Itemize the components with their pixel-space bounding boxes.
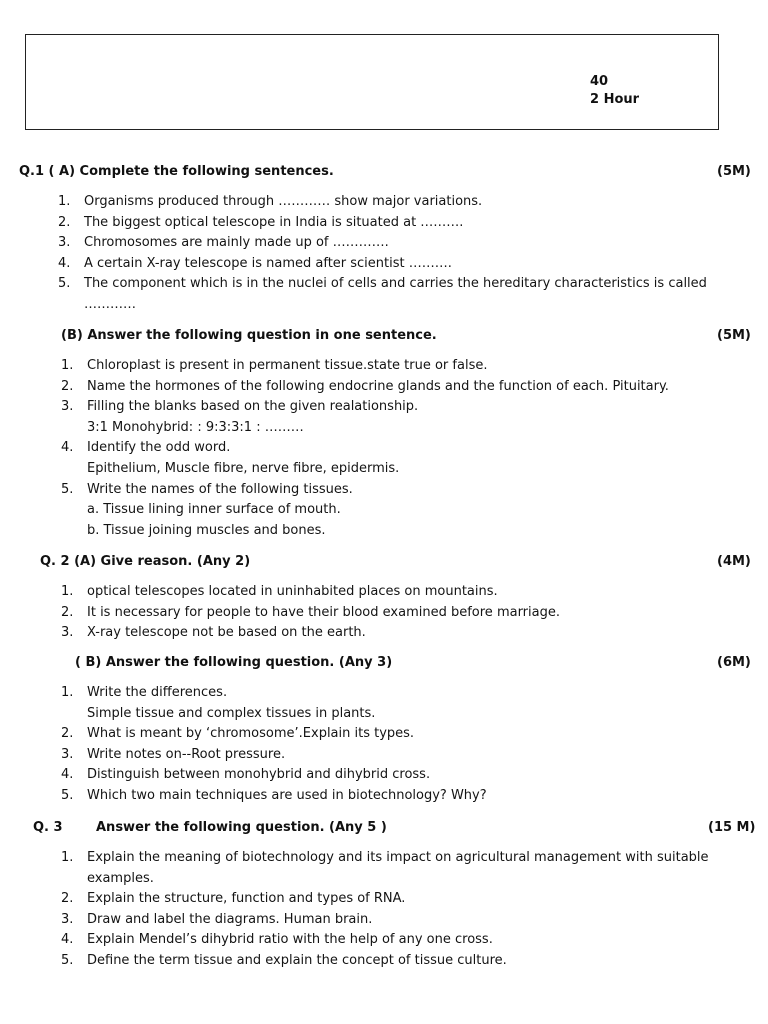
item-number: 5. bbox=[61, 787, 74, 803]
item-text: What is meant by ‘chromosome’.Explain its types. bbox=[87, 726, 415, 742]
list-item bbox=[58, 254, 728, 275]
item-text: Draw and label the diagrams. Human brain. bbox=[87, 911, 373, 927]
item-text: X-ray telescope not be based on the earth. bbox=[87, 625, 366, 641]
total-marks: 40 bbox=[590, 74, 609, 89]
item-number: 2. bbox=[61, 726, 74, 742]
item-number: 3. bbox=[61, 399, 74, 415]
item-subline: a. Tissue lining inner surface of mouth. bbox=[87, 502, 341, 518]
item-number: 1. bbox=[61, 584, 74, 599]
list-item bbox=[61, 910, 731, 931]
item-number: 4. bbox=[61, 932, 74, 948]
item-text: Explain the structure, function and types of RNA. bbox=[87, 891, 406, 907]
header-box bbox=[25, 34, 719, 130]
item-text: optical telescopes located in uninhabited places on mountains. bbox=[87, 584, 498, 599]
q2a-heading: Q. 2 (A) Give reason. (Any 2) bbox=[40, 554, 251, 569]
item-text: Write the differences. bbox=[87, 685, 228, 700]
list-item bbox=[61, 786, 731, 807]
item-text: Distinguish between monohybrid and dihybrid cross. bbox=[87, 767, 431, 783]
item-text: Which two main techniques are used in biotechnology? Why? bbox=[87, 787, 487, 803]
q2a-list bbox=[61, 582, 731, 644]
list-item bbox=[61, 438, 731, 479]
item-number: 2. bbox=[61, 604, 74, 620]
q1b-marks: (5M) bbox=[717, 328, 751, 343]
item-subline: Epithelium, Muscle fibre, nerve fibre, epidermis. bbox=[87, 460, 400, 476]
item-text: Write the names of the following tissues. bbox=[87, 481, 353, 497]
q2a-marks: (4M) bbox=[717, 554, 751, 569]
list-item bbox=[61, 603, 731, 624]
item-number: 5. bbox=[58, 276, 71, 292]
item-number: 1. bbox=[61, 850, 74, 865]
item-text: Explain the meaning of biotechnology and its impact on agricultural management with suitable examples. bbox=[87, 850, 709, 886]
q2b-list bbox=[61, 683, 731, 807]
item-text: Identify the odd word. bbox=[87, 440, 231, 456]
list-item bbox=[61, 582, 731, 603]
list-item bbox=[61, 765, 731, 786]
item-text: Name the hormones of the following endocrine glands and the function of each. Pituitary. bbox=[87, 378, 669, 394]
item-number: 1. bbox=[58, 194, 71, 209]
item-text: Organisms produced through ………… show major variations. bbox=[84, 194, 483, 209]
q1b-heading: (B) Answer the following question in one sentence. bbox=[61, 328, 437, 343]
q2b-heading: ( B) Answer the following question. (Any 3) bbox=[75, 655, 393, 670]
q2b-marks: (6M) bbox=[717, 655, 751, 670]
item-text: It is necessary for people to have their blood examined before marriage. bbox=[87, 604, 560, 620]
list-item bbox=[61, 951, 731, 972]
list-item bbox=[61, 480, 731, 542]
item-number: 2. bbox=[61, 891, 74, 907]
item-text: The component which is in the nuclei of cells and carries the hereditary characteristics is called ………… bbox=[84, 276, 707, 312]
item-number: 3. bbox=[58, 235, 71, 251]
item-text: A certain X-ray telescope is named after scientist ………. bbox=[84, 255, 452, 271]
list-item bbox=[61, 745, 731, 766]
list-item bbox=[61, 623, 731, 644]
item-text: Filling the blanks based on the given realationship. bbox=[87, 399, 419, 415]
q1b-list bbox=[61, 356, 731, 541]
item-number: 1. bbox=[61, 685, 74, 700]
q3-heading: Answer the following question. (Any 5 ) bbox=[96, 820, 387, 835]
item-number: 4. bbox=[58, 255, 71, 271]
list-item bbox=[61, 930, 731, 951]
list-item bbox=[61, 356, 731, 377]
item-number: 4. bbox=[61, 767, 74, 783]
item-text: Write notes on--Root pressure. bbox=[87, 746, 286, 762]
item-number: 5. bbox=[61, 952, 74, 968]
list-item bbox=[58, 233, 728, 254]
q3-list bbox=[61, 848, 731, 972]
item-number: 4. bbox=[61, 440, 74, 456]
list-item bbox=[61, 848, 731, 889]
list-item bbox=[58, 192, 728, 213]
item-number: 2. bbox=[58, 214, 71, 230]
item-subline: b. Tissue joining muscles and bones. bbox=[87, 522, 326, 538]
item-number: 3. bbox=[61, 746, 74, 762]
item-text: Chromosomes are mainly made up of …………. bbox=[84, 235, 389, 251]
list-item bbox=[61, 397, 731, 438]
q3-label: Q. 3 bbox=[33, 820, 63, 835]
item-text: Explain Mendel’s dihybrid ratio with the help of any one cross. bbox=[87, 932, 493, 948]
q3-marks: (15 M) bbox=[708, 820, 756, 835]
item-text: The biggest optical telescope in India is situated at ………. bbox=[84, 214, 464, 230]
list-item bbox=[58, 274, 728, 315]
item-subline: Simple tissue and complex tissues in plants. bbox=[87, 705, 376, 721]
list-item bbox=[61, 377, 731, 398]
item-subline: 3:1 Monohybrid: : 9:3:3:1 : ……… bbox=[87, 419, 304, 435]
item-number: 3. bbox=[61, 911, 74, 927]
list-item bbox=[61, 724, 731, 745]
item-number: 5. bbox=[61, 481, 74, 497]
item-number: 2. bbox=[61, 378, 74, 394]
exam-duration: 2 Hour bbox=[590, 92, 640, 107]
list-item bbox=[61, 683, 731, 724]
list-item bbox=[58, 213, 728, 234]
list-item bbox=[61, 889, 731, 910]
item-text: Define the term tissue and explain the concept of tissue culture. bbox=[87, 952, 507, 968]
q1a-heading: Q.1 ( A) Complete the following sentences. bbox=[19, 164, 334, 179]
q1a-marks: (5M) bbox=[717, 164, 751, 179]
item-text: Chloroplast is present in permanent tissue.state true or false. bbox=[87, 358, 488, 373]
item-number: 3. bbox=[61, 625, 74, 641]
q1a-list bbox=[58, 192, 728, 316]
item-number: 1. bbox=[61, 358, 74, 373]
